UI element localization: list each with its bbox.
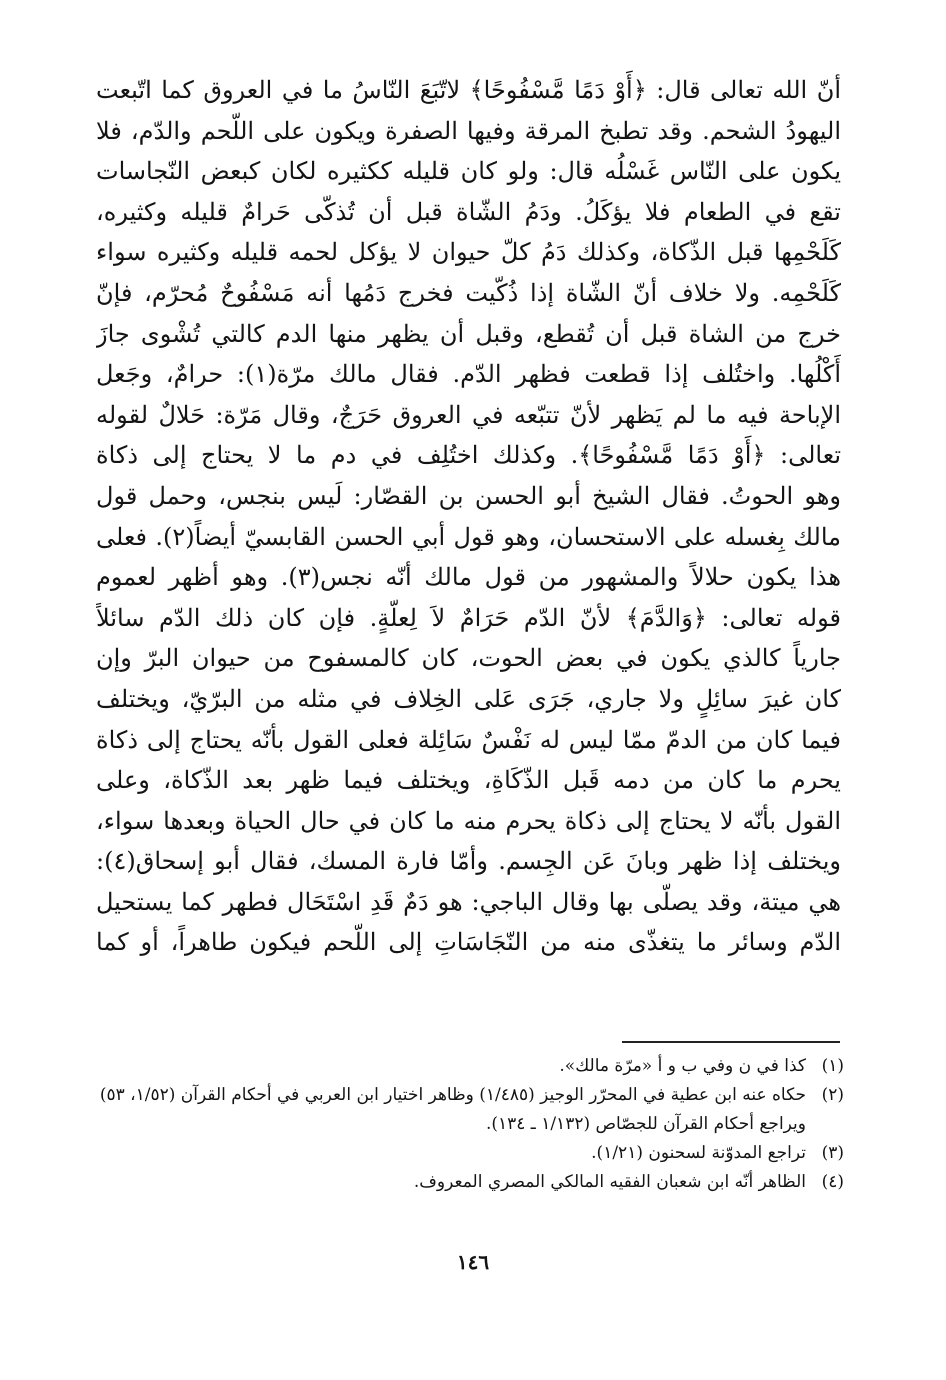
text-line: خرج من الشاة قبل أن تُقطع، وقبل أن يظهر منها الدم كالتي تُشْوى جازَ: [96, 319, 841, 348]
footnote-text: كذا في ن وفي ب و أ «مرّة مالك».: [559, 1056, 806, 1076]
text-line: مالك بِغسله على الاستحسان، وهو قول أبي الحسن القابسيّ أيضاً(٢). فعلى: [96, 522, 841, 551]
text-line: كَلَحْمِها قبل الذّكاة، وكذلك دَمُ كلّ حيوان لا يؤكل لحمه قليله وكثيره سواء: [96, 238, 841, 267]
text-line: يحرم ما كان من دمه قَبل الذّكَاةِ، ويختلف فيما ظهر بعد الذّكاة، وعلى: [96, 766, 841, 795]
footnote-text: حكاه عنه ابن عطية في المحرّر الوجيز (١/٤٨٥) وظاهر اختيار ابن العربي في أحكام القرآن (١/٥٢، ٥٣) ويراجع أحكام القرآن للجصّاص (١/١٣٢ ـ ١٣٤).: [99, 1085, 806, 1134]
text-line: اليهودُ الشحم. وقد تطبخ المرقة وفيها الصفرة ويكون على اللّحم والدّم، فلا: [96, 116, 841, 145]
footnote-item: [96, 1081, 844, 1139]
text-line: ويختلف إذا ظهر وبانَ عَن الجِسم. وأمّا فارة المسك، فقال أبو إسحاق(٤):: [96, 847, 841, 876]
text-line: تعالى: ﴿أَوْ دَمًا مَّسْفُوحًا﴾. وكذلك اختُلِف في دم ما لا يحتاج إلى ذكاة: [96, 441, 841, 470]
footnote-item: [96, 1139, 844, 1168]
text-line: كَلَحْمِه. ولا خلاف أنّ الشّاة إذا ذُكّيت فخرج دَمُها أنه مَسْفُوحٌ مُحرّم، فإنّ: [96, 278, 841, 307]
footnote-number: (١): [821, 1056, 844, 1076]
footnote-text: تراجع المدوّنة لسحنون (١/٢١).: [591, 1143, 806, 1163]
text-line: كان غيرَ سائِلٍ ولا جاري، جَرَى عَلى الخِلاف في مثله من البرّيّ، ويختلف: [96, 684, 841, 713]
footnote-number: (٢): [821, 1085, 844, 1105]
text-line: الدّم وسائر ما يتغذّى منه من النّجَاسَاتِ إلى اللّحم فيكون طاهراً، أو كما: [96, 928, 841, 957]
footnotes-section: [96, 1052, 844, 1197]
footnote-item: [96, 1168, 844, 1197]
text-line: أنّ الله تعالى قال: ﴿أَوْ دَمًا مَّسْفُوحًا﴾ لاتّبَعَ النّاسُ ما في العروق كما اتّبعت: [96, 76, 841, 104]
text-line: أَكْلُها. واختُلف إذا قطعت فظهر الدّم. فقال مالك مرّة(١): حرامٌ، وجَعل: [96, 360, 841, 389]
footnote-number: (٤): [821, 1172, 844, 1192]
main-body-text: [96, 70, 841, 963]
text-line: وهو الحوتُ. فقال الشيخ أبو الحسن بن القصّار: لَيس بنجس، وحمل قول: [96, 481, 841, 510]
footnote-divider: [622, 1041, 840, 1043]
footnote-text: الظاهر أنّه ابن شعبان الفقيه المالكي المصري المعروف.: [413, 1172, 806, 1192]
text-line: فيما كان من الدمّ ممّا ليس له نَفْسٌ سَائِلة فعلى القول بأنّه يحتاج إلى ذكاة: [96, 725, 841, 754]
text-line: هذا يكون حلالاً والمشهور من قول مالك أنّه نجس(٣). وهو أظهر لعموم: [96, 563, 841, 592]
page-number: ١٤٦: [456, 1250, 490, 1274]
text-line: يكون على النّاس غَسْلُه قال: ولو كان قليله ككثيره لكان كبعض النّجاسات: [96, 157, 841, 186]
footnote-number: (٣): [821, 1143, 844, 1163]
text-line: الإباحة فيه ما لم يَظهر لأنّ تتبّعه في العروق حَرَجٌ، وقال مَرّة: حَلالٌ لقوله: [96, 400, 841, 429]
text-line: جارياً كالذي يكون في بعض الحوت، كان كالمسفوح من حيوان البرّ وإن: [96, 644, 841, 673]
text-line: القول بأنّه لا يحتاج إلى ذكاة يحرم منه ما كان في حال الحياة وبعدها سواء،: [96, 806, 841, 835]
footnote-item: [96, 1052, 844, 1081]
text-line: تقع في الطعام فلا يؤكَلُ. ودَمُ الشّاة قبل أن تُذكّى حَرامٌ قليله وكثيره،: [96, 197, 841, 226]
text-line: قوله تعالى: ﴿وَالدَّمَ﴾ لأنّ الدّم حَرَامٌ لاَ لِعلّةٍ. فإن كان ذلك الدّم سائلاً: [96, 603, 841, 632]
text-line: هي ميتة، وقد يصلّى بها وقال الباجي: هو دَمٌ قَدِ اسْتَحَال فطهر كما يستحيل: [96, 887, 841, 916]
